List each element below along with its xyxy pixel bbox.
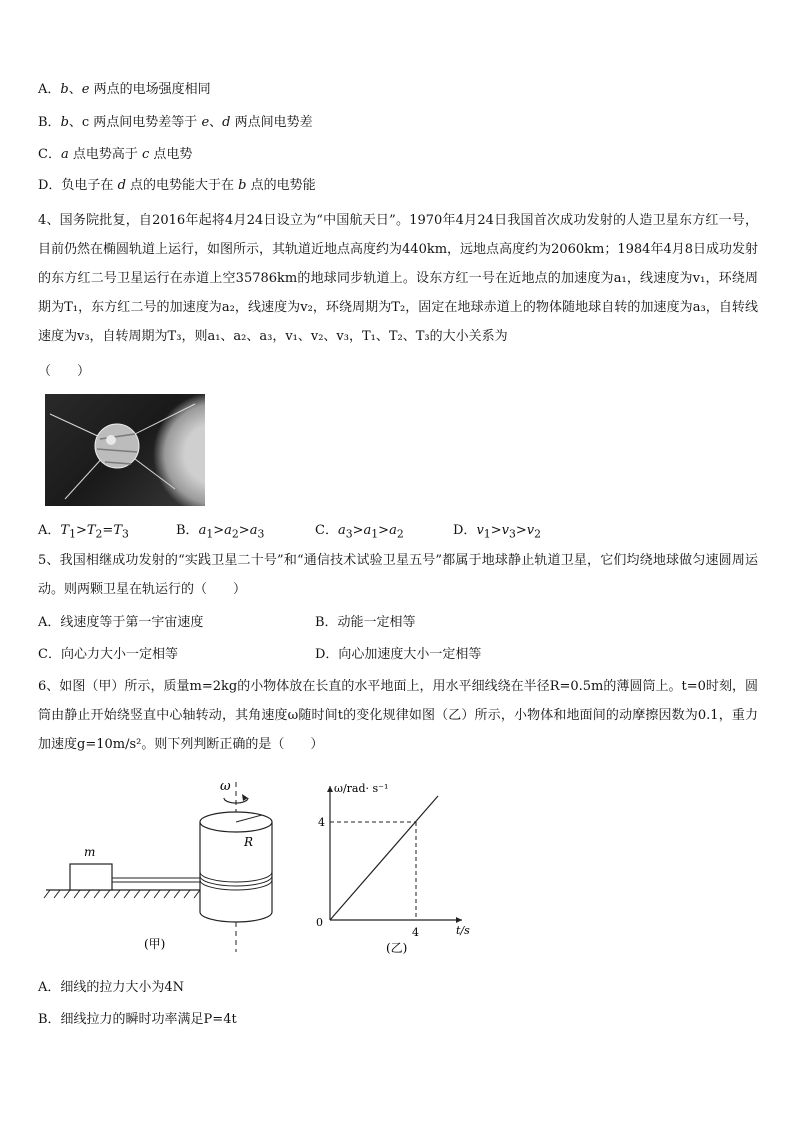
tick-x-4: 4 xyxy=(412,926,419,939)
q5-option-d: D．向心加速度大小一定相等 xyxy=(315,647,482,662)
question-5-text: 5、我国相继成功发射的“实践卫星二十号”和“通信技术试验卫星五号”都属于地球静止轨道卫星，它们均绕地球做匀速圆周运动。则两颗卫星在轨运行的（ ） xyxy=(38,553,758,597)
option-a-prev: A．b、e 两点的电场强度相同 xyxy=(38,82,211,97)
question-6-text: 6、如图（甲）所示，质量m=2kg的小物体放在长直的水平地面上，用水平细线绕在半径R=0.5m的薄圆筒上。t=0时刻，圆筒由静止开始绕竖直中心轴转动，其角速度ω随时间t的变化规律如图（乙）所示，小物体和地面间的动摩擦因数为0.1，重力加速度g=10m/s²。则下列判断正确的是（ ） xyxy=(38,679,758,752)
tick-y-4: 4 xyxy=(318,816,325,829)
q4-option-d: D．$v_1>v_3>v_2$ xyxy=(453,523,541,541)
option-c-prev: C．a 点电势高于 c 点电势 xyxy=(38,147,193,162)
physics-figure xyxy=(38,772,478,962)
y-axis-label: ω/rad· s⁻¹ xyxy=(334,782,389,795)
q4-option-b: B．$a_1>a_2>a_3$ xyxy=(176,523,265,541)
question-4-bracket: （ ） xyxy=(38,364,91,379)
question-4-text: 4、国务院批复，自2016年起将4月24日设立为“中国航天日”。1970年4月24日我国首次成功发射的人造卫星东方红一号，目前仍然在椭圆轨道上运行，如图所示，其轨道近地点高度约为440km，远地点高度约为2060km；1984年4月8日成功发射的东方红二号卫星运行在赤道上空35786km的地球同步轨道上。设东方红一号在近地点的加速度为a₁，线速度为v₁，环绕周期为T₁，东方红二号的加速度为a₂，线速度为v₂，环绕周期为T₂，固定在地球赤道上的物体随地球自转的加速度为a₃，自转线速度为v₃，自转周期为T₃，则a₁、a₂、a₃，v₁、v₂、v₃，T₁、T₂、T₃的大小关系为 xyxy=(38,213,758,344)
caption-left: (甲) xyxy=(144,937,166,951)
q4-option-c: C．$a_3>a_1>a_2$ xyxy=(315,523,404,541)
q5-option-b: B．动能一定相等 xyxy=(315,615,416,630)
block-m xyxy=(70,864,112,890)
omega-line xyxy=(330,796,438,920)
origin-label: 0 xyxy=(316,916,323,929)
q5-option-a: A．线速度等于第一宇宙速度 xyxy=(38,615,204,630)
q4-option-a: A．$T_1>T_2=T_3$ xyxy=(38,523,129,541)
omega-t-graph xyxy=(316,782,470,955)
q6-option-a: A．细线的拉力大小为4N xyxy=(38,980,185,995)
caption-right: (乙) xyxy=(386,941,408,955)
option-d-prev: D．负电子在 d 点的电势能大于在 b 点的电势能 xyxy=(38,178,316,193)
q5-option-c: C．向心力大小一定相等 xyxy=(38,647,178,662)
option-b-prev: B．b、c 两点间电势差等于 e、d 两点间电势差 xyxy=(38,115,313,130)
satellite-photo xyxy=(45,394,205,506)
label-omega: ω xyxy=(220,779,231,794)
x-axis-label: t/s xyxy=(456,924,470,937)
label-m: m xyxy=(84,845,96,859)
label-R: R xyxy=(244,835,254,849)
q6-option-b: B．细线拉力的瞬时功率满足P=4t xyxy=(38,1012,237,1027)
